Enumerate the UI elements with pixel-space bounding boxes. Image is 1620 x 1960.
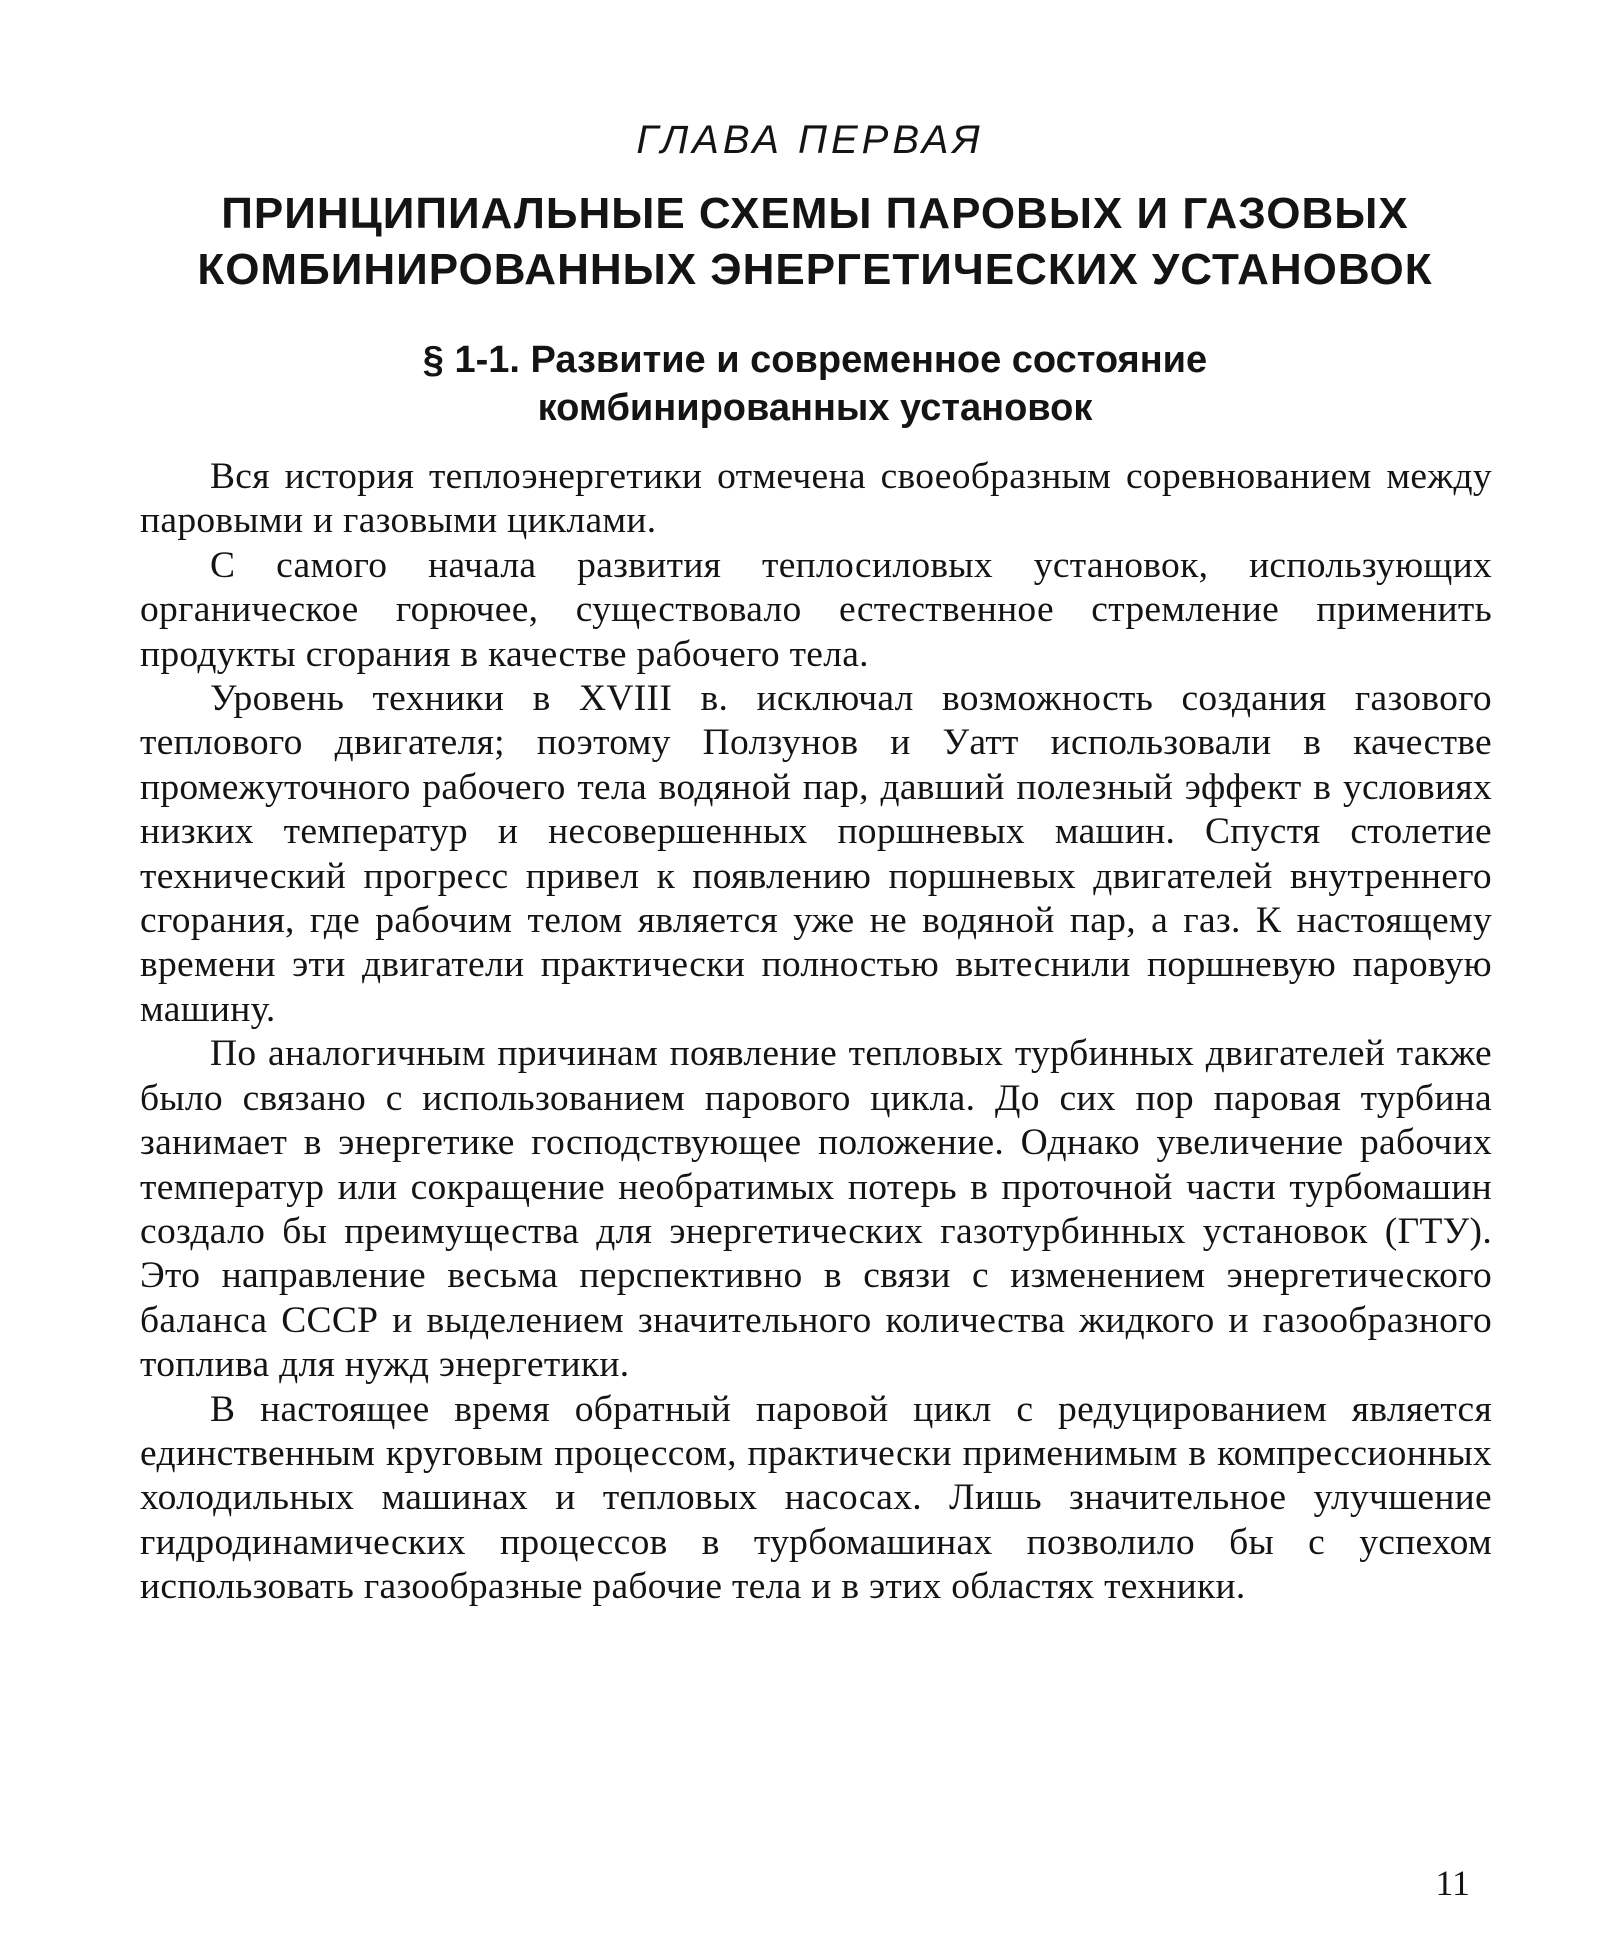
chapter-title-line-1: ПРИНЦИПИАЛЬНЫЕ СХЕМЫ ПАРОВЫХ И ГАЗОВЫХ xyxy=(221,189,1409,238)
section-title-line-2: комбинированных установок xyxy=(537,387,1093,429)
page-number: 11 xyxy=(1435,1863,1470,1903)
section-title xyxy=(140,336,1490,432)
chapter-title xyxy=(140,186,1490,298)
paragraph-1: Вся история теплоэнергетики отмечена своеобразным соревнованием между паровыми и газовыми циклами. xyxy=(140,456,1492,542)
paragraph-4: По аналогичным причинам появление тепловых турбинных двигателей также было связано с использованием парового цикла. До сих пор паровая турбина занимает в энергетике господствующее положение. Однако увеличение рабочих температур или сокращение необратимых потерь в проточной части турбомашин создало бы преимущества для энергетических газотурбинных установок (ГТУ). Это направление весьма перспективно в связи с изменением энергетического баланса СССР и выделением значительного количества жидкого и газообразного топлива для нужд энергетики. xyxy=(140,1033,1492,1386)
paragraph-3: Уровень техники в XVIII в. исключал возможность создания газового теплового двигателя; поэтому Ползунов и Уатт использовали в качестве промежуточного рабочего тела водяной пар, давший полезный эффект в условиях низких температур и несовершенных поршневых машин. Спустя столетие технический прогресс привел к появлению поршневых двигателей внутреннего сгорания, где рабочим телом является уже не водяной пар, а газ. К настоящему времени эти двигатели практически полностью вытеснили поршневую паровую машину. xyxy=(140,678,1492,1030)
body-text xyxy=(140,455,1492,1610)
chapter-title-line-2: КОМБИНИРОВАННЫХ ЭНЕРГЕТИЧЕСКИХ УСТАНОВОК xyxy=(197,245,1433,294)
paragraph-2: С самого начала развития теплосиловых установок, использующих органическое горючее, существовало естественное стремление применить продукты сгорания в качестве рабочего тела. xyxy=(140,544,1492,675)
section-title-line-1: § 1-1. Развитие и современное состояние xyxy=(422,339,1208,381)
chapter-label: ГЛАВА ПЕРВАЯ xyxy=(636,118,984,162)
paragraph-5: В настоящее время обратный паровой цикл с редуцированием является единственным круговым процессом, практически применимым в компрессионных холодильных машинах и тепловых насосах. Лишь значительное улучшение гидродинамических процессов в турбомашинах позволило бы с успехом использовать газообразные рабочие тела и в этих областях техники. xyxy=(140,1388,1492,1608)
